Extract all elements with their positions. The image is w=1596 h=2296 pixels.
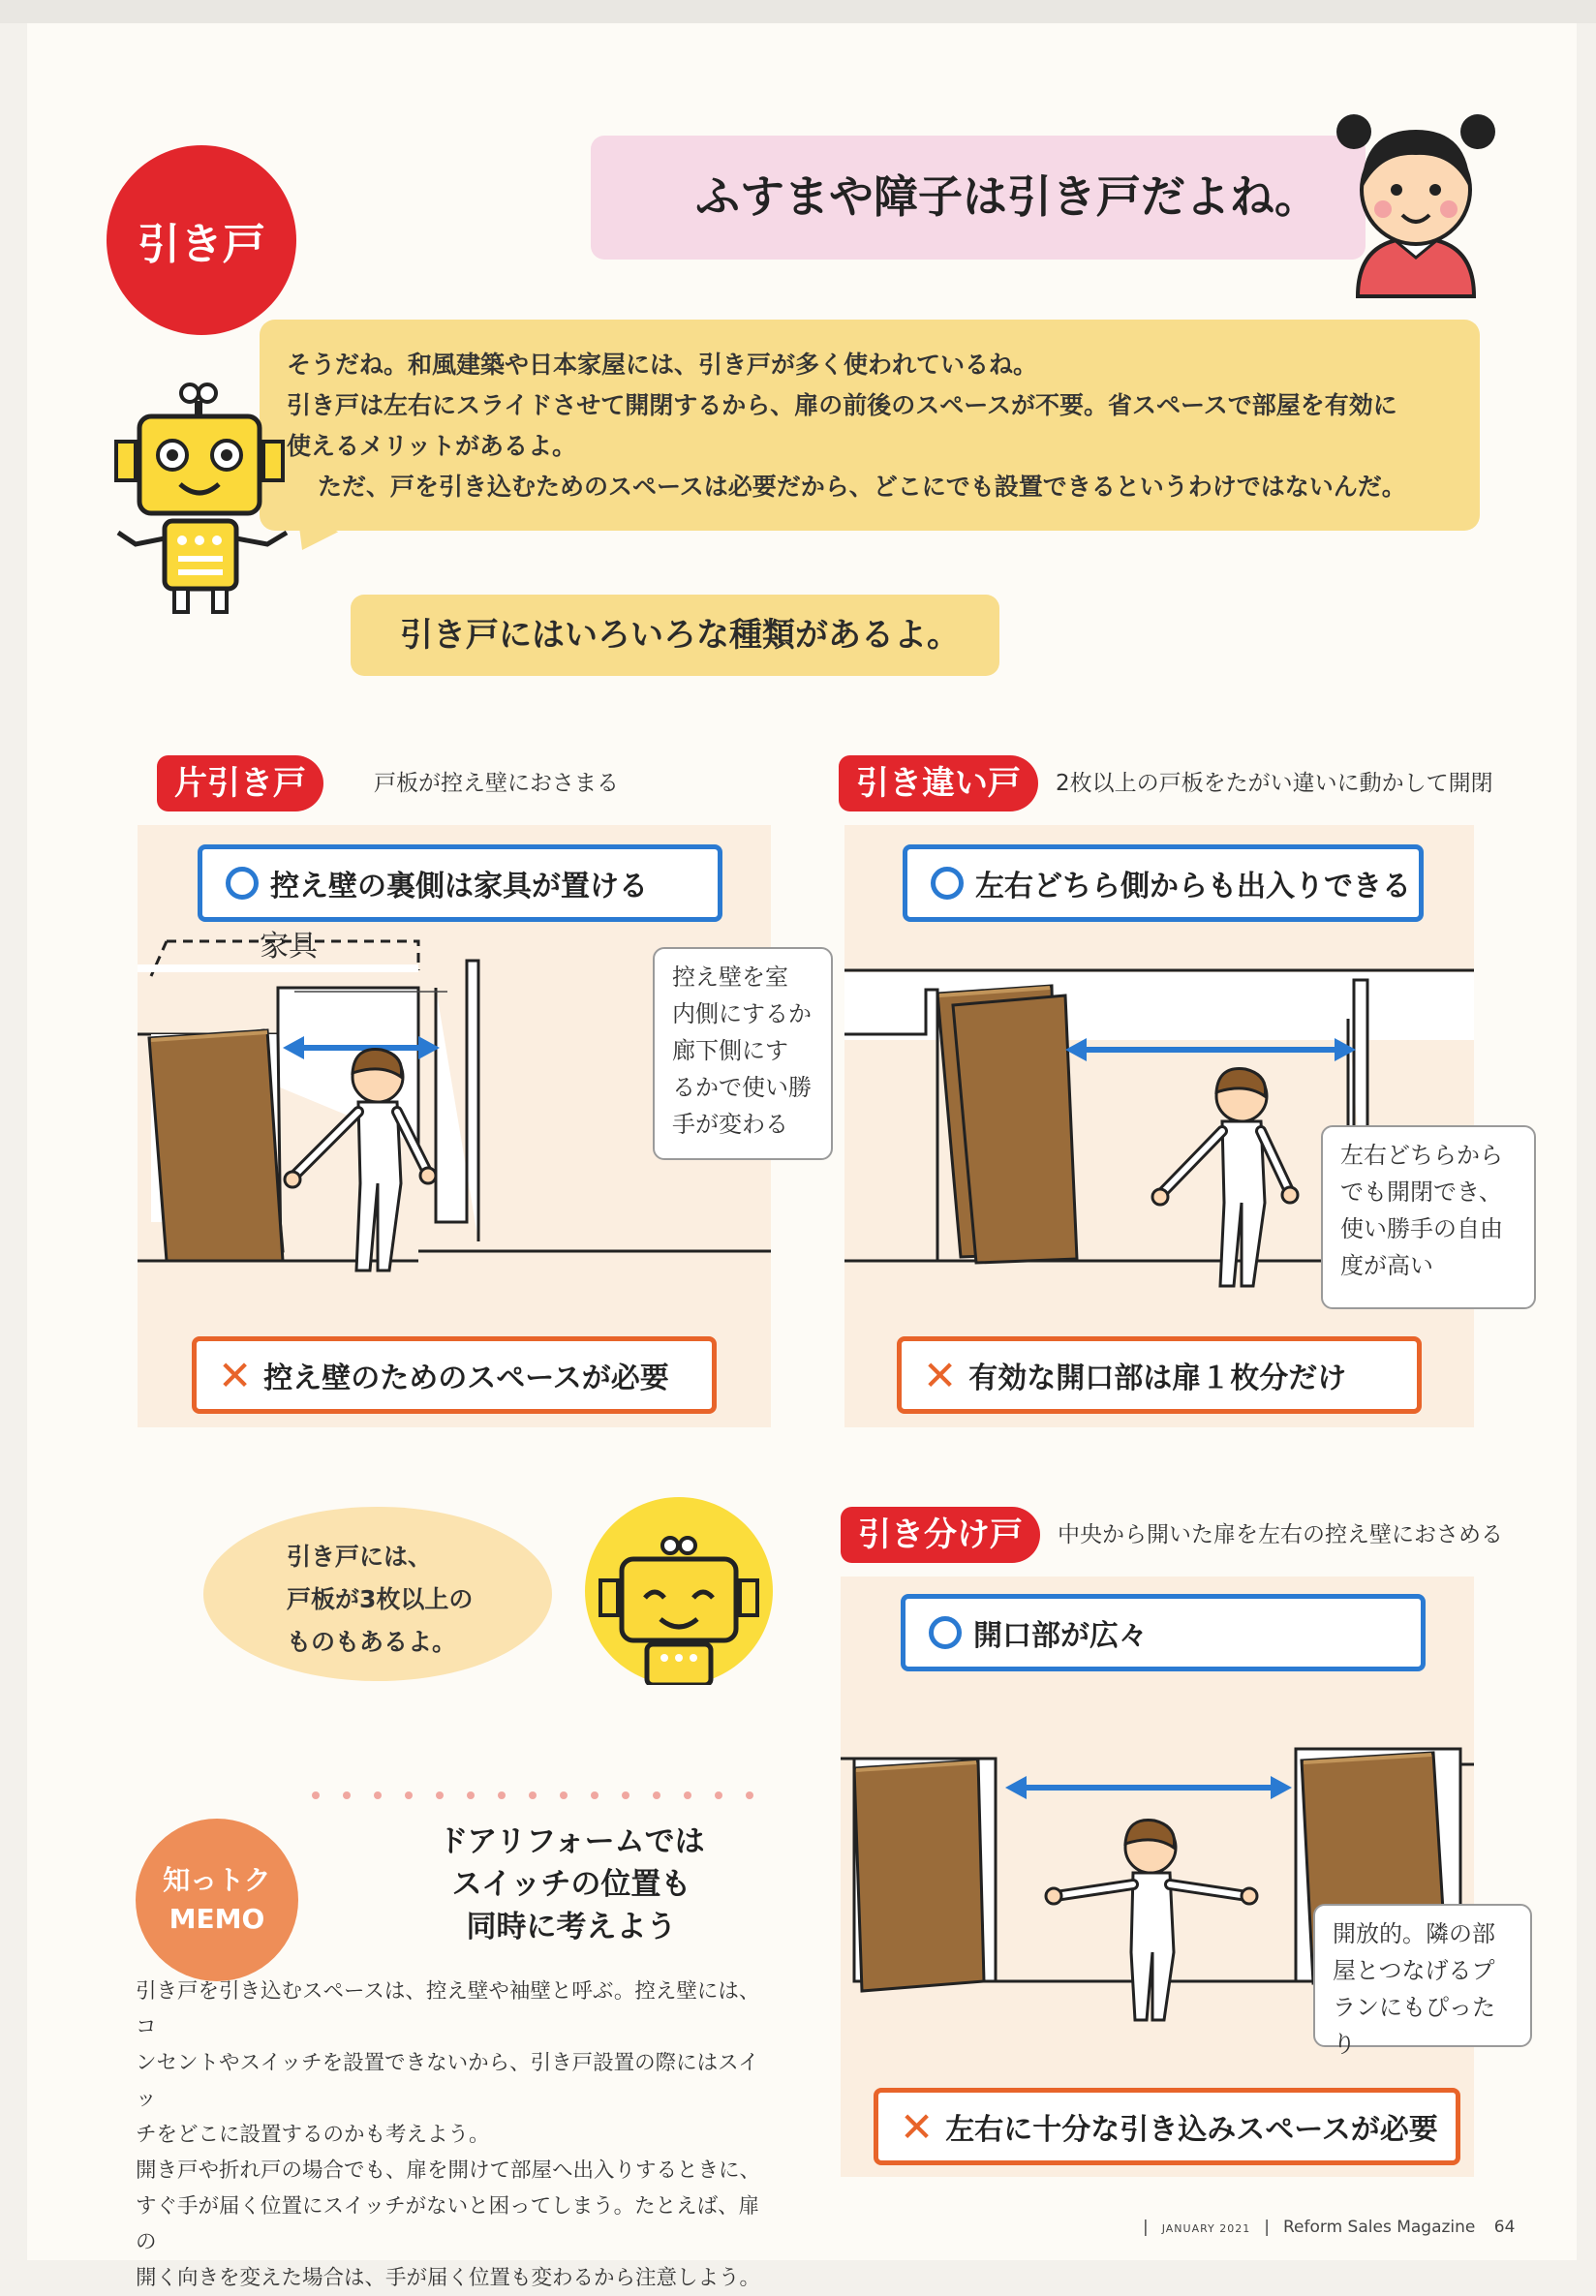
- note-line: 控え壁を室: [672, 964, 788, 991]
- footer-issue: JANUARY 2021: [1161, 2222, 1251, 2235]
- memo-body-line: すぐ手が届く位置にスイッチがないと困ってしまう。たとえば、扉の: [136, 2194, 760, 2254]
- chat-line: ものもあるよ。: [287, 1628, 457, 1656]
- robot-illustration: [97, 378, 320, 620]
- memo-body-line: チをどこに設置するのかも考えよう。: [136, 2123, 490, 2147]
- merit-text: 左右どちら側からも出入りできる: [975, 870, 1411, 903]
- cross-icon: ✕: [923, 1351, 958, 1399]
- tag-katabikido: 片引き戸: [157, 755, 323, 811]
- merit-hikichigaido: [903, 844, 1424, 922]
- note-line: ランにもぴったり: [1333, 1994, 1495, 2058]
- intro-text: [287, 345, 1468, 507]
- girl-illustration: [1329, 93, 1503, 306]
- note-line: 開放的。隣の部: [1333, 1920, 1495, 1947]
- intro-line: 使えるメリットがあるよ。: [287, 432, 577, 460]
- note-line: るかで使い勝: [672, 1074, 812, 1101]
- chat-line: 戸板が3枚以上の: [287, 1585, 474, 1613]
- intro-line: ただ、戸を引き込むためのスペースは必要だから、どこにでも設置できるというわけではないんだ。: [318, 473, 1406, 501]
- memo-body-line: 開く向きを変えた場合は、手が届く位置も変わるから注意しよう。: [136, 2266, 761, 2290]
- demerit-hikichigaido: [897, 1336, 1422, 1414]
- circle-icon: [929, 1616, 962, 1649]
- memo-body: [136, 1974, 775, 2296]
- memo-title: [387, 1821, 755, 1948]
- demerit-text: 左右に十分な引き込みスペースが必要: [945, 2113, 1438, 2147]
- circle-icon: [931, 867, 964, 900]
- memo-badge-line: MEMO: [169, 1903, 265, 1935]
- footer-magazine: Reform Sales Magazine: [1283, 2218, 1476, 2237]
- note-hikiwakedo: [1313, 1904, 1532, 2058]
- smiling-robot-icon: [585, 1530, 773, 1685]
- demerit-katabikido: [192, 1336, 717, 1414]
- desc-hikiwakedo: 中央から開いた扉を左右の控え壁におさめる: [1058, 1522, 1503, 1547]
- merit-text: 開口部が広々: [973, 1619, 1148, 1653]
- memo-badge-line: 知っトク: [163, 1864, 271, 1896]
- page-footer: | JANUARY 2021 | Reform Sales Magazine 64: [1143, 2218, 1516, 2237]
- types-caption: 引き戸にはいろいろな種類があるよ。: [400, 616, 960, 655]
- note-hikichigaido: [1321, 1125, 1536, 1309]
- memo-title-line: 同時に考えよう: [466, 1910, 677, 1944]
- cross-icon: ✕: [218, 1351, 253, 1399]
- desc-katabikido: 戸板が控え壁におさまる: [374, 771, 619, 796]
- merit-hikiwakedo: [901, 1594, 1426, 1671]
- desc-hikichigaido: 2枚以上の戸板をたがい違いに動かして開閉: [1056, 771, 1493, 796]
- dotted-divider: [308, 1788, 779, 1803]
- chat-line: 引き戸には、: [287, 1543, 433, 1571]
- cross-icon: ✕: [900, 2102, 935, 2151]
- note-line: でも開閉でき、: [1340, 1179, 1503, 1206]
- circle-icon: [226, 867, 259, 900]
- furniture-label: 家具: [260, 930, 318, 964]
- memo-body-line: ンセントやスイッチを設置できないから、引き戸設置の際にはスイッ: [136, 2051, 759, 2111]
- demerit-text: 有効な開口部は扉１枚分だけ: [968, 1362, 1347, 1395]
- note-katabikido: [653, 947, 833, 1160]
- intro-line: 引き戸は左右にスライドさせて開閉するから、扉の前後のスペースが不要。省スペースで部屋を有効に: [287, 391, 1397, 419]
- memo-body-line: 引き戸を引き込むスペースは、控え壁や袖壁と呼ぶ。控え壁には、コ: [136, 1979, 760, 2039]
- tag-hikiwakedo: 引き分け戸: [841, 1507, 1040, 1563]
- page-number: 64: [1493, 2218, 1516, 2237]
- girl-question: ふすまや障子は引き戸だよね。: [695, 170, 1319, 223]
- memo-title-line: スイッチの位置も: [451, 1867, 691, 1902]
- merit-text: 控え壁の裏側は家具が置ける: [270, 870, 648, 903]
- note-line: 手が変わる: [672, 1111, 788, 1138]
- demerit-text: 控え壁のためのスペースが必要: [263, 1362, 669, 1395]
- note-line: 屋とつなげるプ: [1333, 1957, 1495, 1984]
- memo-title-line: ドアリフォームでは: [438, 1824, 705, 1859]
- topic-badge: 引き戸: [107, 145, 296, 335]
- intro-line: そうだね。和風建築や日本家屋には、引き戸が多く使われているね。: [287, 351, 1038, 379]
- note-line: 度が高い: [1340, 1252, 1433, 1279]
- note-line: 内側にするか: [672, 1000, 812, 1027]
- tag-hikichigaido: 引き違い戸: [839, 755, 1038, 811]
- note-line: 使い勝手の自由: [1340, 1215, 1503, 1242]
- merit-katabikido: [198, 844, 722, 922]
- demerit-hikiwakedo: [874, 2088, 1460, 2165]
- memo-badge: [136, 1819, 298, 1981]
- scan-edge: [0, 0, 1596, 23]
- robot-chat-text: [287, 1536, 519, 1664]
- note-line: 左右どちらから: [1340, 1142, 1503, 1169]
- note-line: 廊下側にす: [672, 1037, 788, 1064]
- memo-body-line: 開き戸や折れ戸の場合でも、扉を開けて部屋へ出入りするときに、: [136, 2158, 761, 2183]
